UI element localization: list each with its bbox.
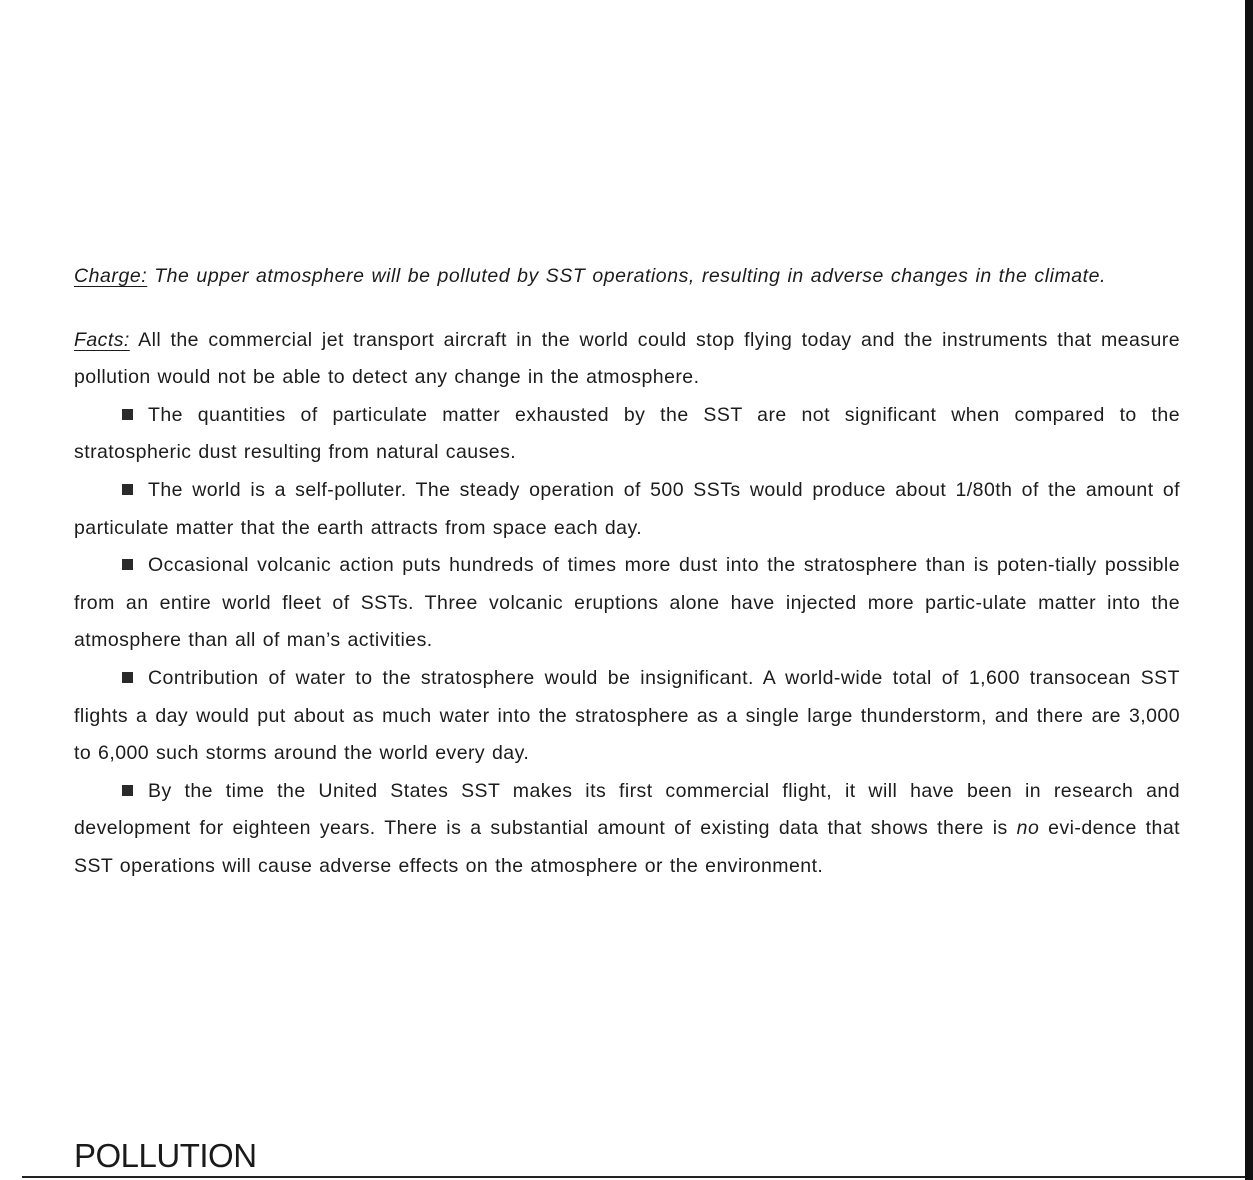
charge-text: The upper atmosphere will be polluted by SST operations, resulting in adverse changes in the climate. (147, 265, 1106, 287)
square-bullet-icon (122, 672, 133, 683)
page-body (74, 258, 1180, 886)
bottom-rule (22, 1176, 1245, 1178)
fact-bullet-4 (74, 660, 1180, 773)
square-bullet-icon (122, 409, 133, 420)
square-bullet-icon (122, 785, 133, 796)
facts-label: Facts: (74, 328, 130, 351)
page-edge-shadow (1245, 0, 1253, 1180)
fact-bullet-1 (74, 397, 1180, 472)
fact-bullet-text: Contribution of water to the stratosphere would be insignificant. A world-wide total of 1,600 transocean SST flights a day would put about as much water into the stratosphere as a single large thunderstorm, and there are 3,000 to 6,000 such storms around the world every day. (74, 666, 1180, 765)
fact-bullet-3 (74, 547, 1180, 660)
fact-bullet-text-start: By the time the United States SST makes its first commercial flight, it will have been in research and development for eighteen years. There is a substantial amount of existing data that shows there is (74, 779, 1180, 840)
square-bullet-icon (122, 559, 133, 570)
charge-label: Charge: (74, 265, 148, 287)
square-bullet-icon (122, 484, 133, 495)
fact-bullet-text-end: evi-dence that SST operations will cause adverse effects on the atmosphere or the environment. (74, 817, 1180, 877)
fact-bullet-5 (74, 773, 1180, 886)
emphasis-no: no (1016, 817, 1040, 840)
fact-bullet-2 (74, 472, 1180, 547)
facts-paragraph (74, 322, 1180, 397)
fact-bullet-text: Occasional volcanic action puts hundreds of times more dust into the stratosphere than is poten-tially possible from an entire world fleet of SSTs. Three volcanic eruptions alone have injected more partic-ulate matter into the atmosphere than all of man’s activities. (74, 554, 1180, 652)
section-title: POLLUTION (74, 1137, 257, 1174)
fact-bullet-text: The world is a self-polluter. The steady operation of 500 SSTs would produce about 1/80th of the amount of particulate matter that the earth attracts from space each day. (74, 478, 1180, 539)
facts-intro-text: All the commercial jet transport aircraft in the world could stop flying today and the instruments that measure pollution would not be able to detect any change in the atmosphere. (74, 328, 1180, 389)
fact-bullet-text: The quantities of particulate matter exhausted by the SST are not significant when compared to the stratospheric dust resulting from natural causes. (74, 403, 1180, 464)
charge-paragraph (74, 258, 1180, 296)
